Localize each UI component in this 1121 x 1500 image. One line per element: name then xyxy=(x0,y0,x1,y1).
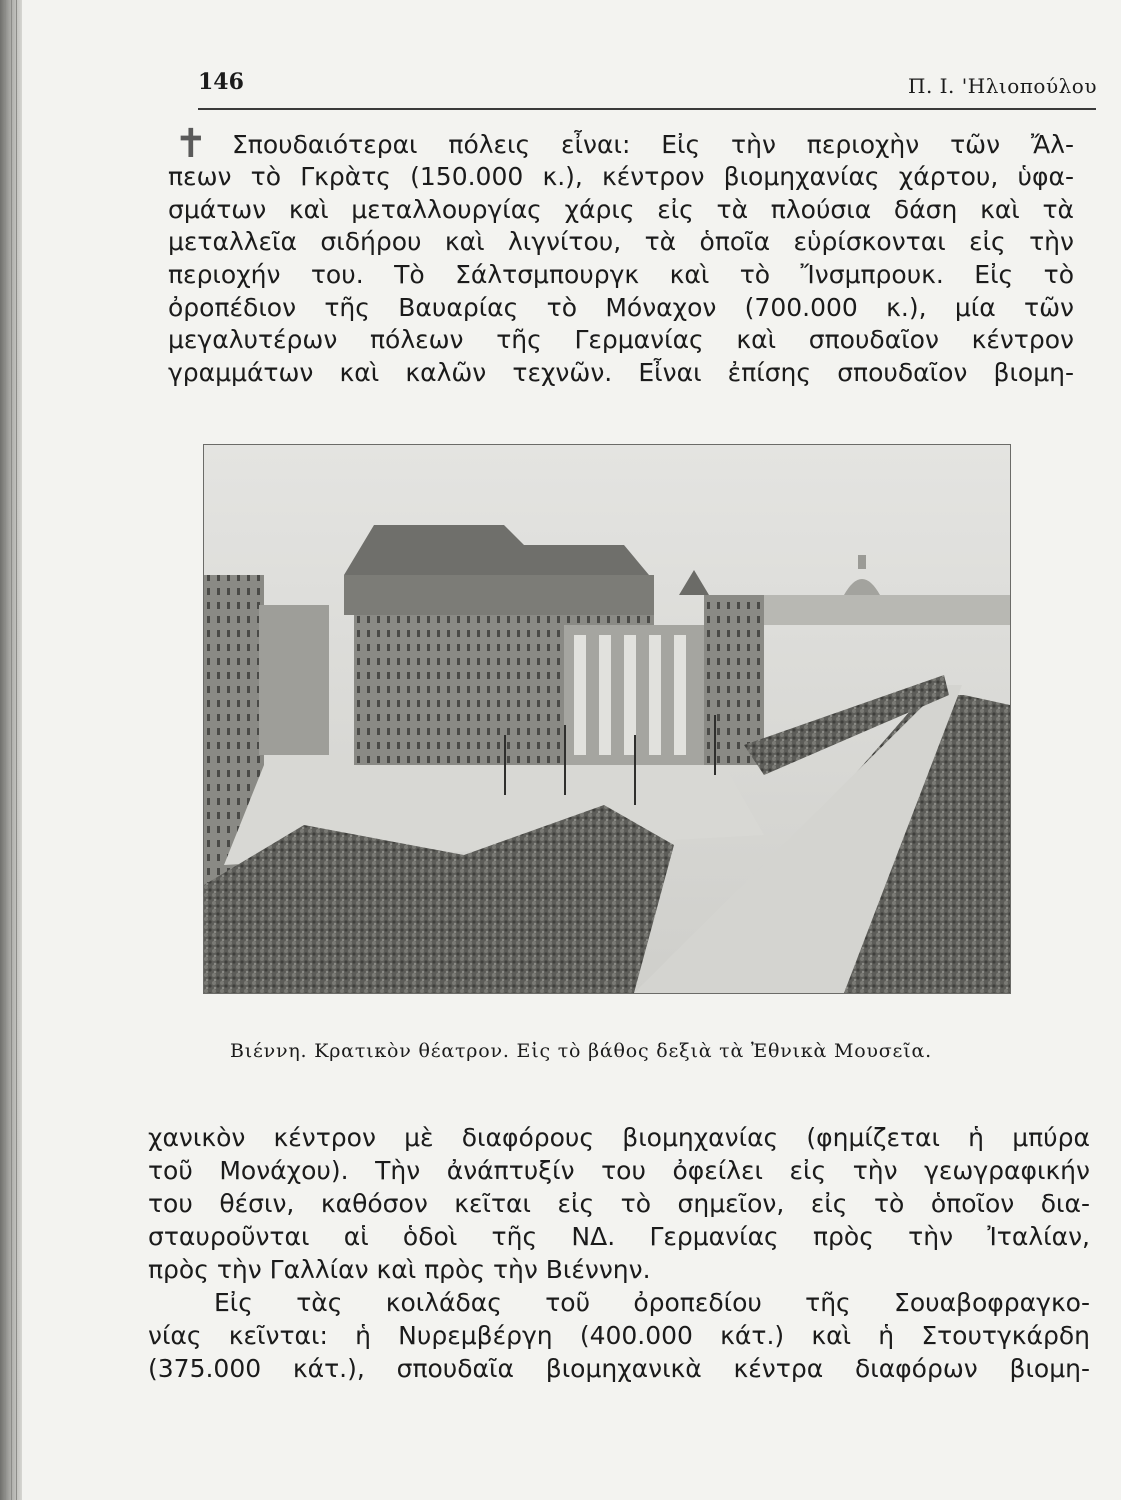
text-line: Εἰς τὰς κοιλάδας τοῦ ὀροπεδίου τῆς Σουαβοφραγκο- xyxy=(214,1288,1090,1317)
text-line: πεων τὸ Γκρὰτς (150.000 κ.), κέντρον βιομηχανίας χάρτου, ὑφα- xyxy=(168,162,1074,191)
text-line: Σπουδαιότεραι πόλεις εἶναι: Εἰς τὴν περιοχὴν τῶν Ἄλ- xyxy=(232,130,1074,159)
text-line: μεταλλεῖα σιδήρου καὶ λιγνίτου, τὰ ὁποῖα εὑρίσκονται εἰς τὴν xyxy=(168,227,1074,256)
page-number: 146 xyxy=(198,69,244,95)
text-line: χανικὸν κέντρον μὲ διαφόρους βιομηχανίας (φημίζεται ἡ μπύρα xyxy=(148,1123,1090,1152)
running-header-author: Π. Ι. 'Ηλιοπούλου xyxy=(908,74,1097,98)
book-binding-edge xyxy=(0,0,22,1500)
text-line: του θέσιν, καθόσον κεῖται εἰς τὸ σημεῖον, εἰς τὸ ὁποῖον δια- xyxy=(148,1189,1090,1218)
text-line: πρὸς τὴν Γαλλίαν καὶ πρὸς τὴν Βιέννην. xyxy=(148,1255,651,1284)
text-line: νίας κεῖνται: ἡ Νυρεμβέργη (400.000 κάτ.) καὶ ἡ Στουτγκάρδη xyxy=(148,1321,1090,1350)
text-line: ὀροπέδιον τῆς Βαυαρίας τὸ Μόναχον (700.000 κ.), μία τῶν xyxy=(168,293,1074,322)
text-line: γραμμάτων καὶ καλῶν τεχνῶν. Εἶναι ἐπίσης σπουδαῖον βιομη- xyxy=(168,358,1074,387)
text-line: σταυροῦνται αἱ ὁδοὶ τῆς ΝΔ. Γερμανίας πρὸς τὴν Ἰταλίαν, xyxy=(148,1222,1090,1251)
figure-caption: Βιέννη. Κρατικὸν θέατρον. Εἰς τὸ βάθος δεξιὰ τὰ Ἐθνικὰ Μουσεῖα. xyxy=(230,1040,932,1062)
vienna-theatre-photograph xyxy=(203,444,1011,994)
binding-page-edge xyxy=(16,0,17,1500)
text-line: μεγαλυτέρων πόλεων τῆς Γερμανίας καὶ σπουδαῖον κέντρον xyxy=(168,325,1074,354)
binding-page-edge xyxy=(5,0,6,1500)
text-line: (375.000 κάτ.), σπουδαῖα βιομηχανικὰ κέντρα διαφόρων βιομη- xyxy=(148,1354,1090,1383)
binding-page-edge xyxy=(11,0,12,1500)
text-line: περιοχήν του. Τὸ Σάλτσμπουργκ καὶ τὸ Ἴνσμπρουκ. Εἰς τὸ xyxy=(168,260,1074,289)
pencil-mark-icon: ✝ xyxy=(174,121,208,167)
text-line: σμάτων καὶ μεταλλουργίας χάρις εἰς τὰ πλούσια δάση καὶ τὰ xyxy=(168,195,1074,224)
header-rule xyxy=(198,108,1096,110)
text-line: τοῦ Μονάχου). Τὴν ἀνάπτυξίν του ὀφείλει εἰς τὴν γεωγραφικήν xyxy=(148,1156,1090,1185)
